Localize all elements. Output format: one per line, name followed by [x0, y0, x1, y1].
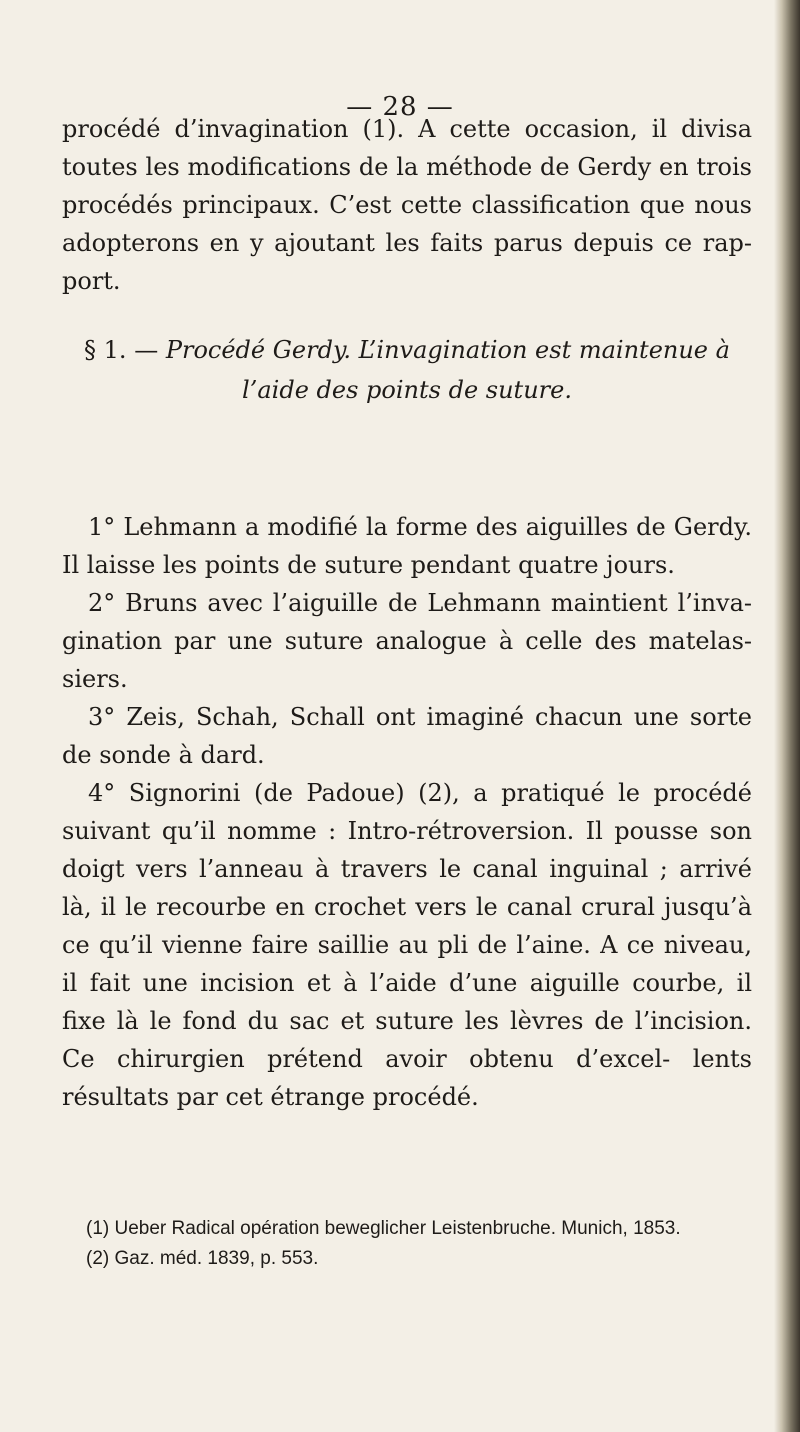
intro-paragraph: procédé d’invagination (1). A cette occasion, il divisa toutes les modifications de la méthode de Gerdy en trois procédés principaux. C’est cette classification que nous adopterons en y ajoutant les faits parus depuis ce rap- port. [62, 115, 752, 295]
page-number: — 28 — [346, 92, 454, 122]
section-label: § 1. — [84, 336, 159, 364]
footnote: (2) Gaz. méd. 1839, p. 553. [86, 1248, 319, 1269]
list-item: 4° Signorini (de Padoue) (2), a pratiqué le procédé suivant qu’il nomme : Intro-rétroversion. Il pousse son doigt vers l’anneau à travers le canal inguinal ; arrivé là, il le recourbe en crochet vers le canal crural jusqu’à ce qu’il vienne faire saillie au pli de l’aine. A ce niveau, il fait une incision et à l’aide d’une aiguille courbe, il fixe là le fond du sac et suture les lèvres de l’incision. Ce chirurgien prétend avoir obtenu d’excel- lents résultats par cet étrange procédé. [62, 779, 752, 1111]
list-item: 1° Lehmann a modifié la forme des aiguilles de Gerdy. Il laisse les points de suture pendant quatre jours. [62, 513, 752, 579]
footnote: (1) Ueber Radical opération beweglicher Leistenbruche. Munich, 1853. [86, 1218, 681, 1239]
list-item: 2° Bruns avec l’aiguille de Lehmann maintient l’inva- gination par une suture analogue à celle des matelas- siers. [62, 589, 752, 693]
section-heading [62, 330, 752, 410]
list-item: 3° Zeis, Schah, Schall ont imaginé chacun une sorte de sonde à dard. [62, 703, 752, 769]
section-title: Procédé Gerdy. L’invagination est maintenue à l’aide des points de suture. [165, 336, 730, 404]
procedure-list [62, 508, 752, 1116]
footnotes [62, 1214, 752, 1274]
binding-edge [774, 0, 800, 1432]
